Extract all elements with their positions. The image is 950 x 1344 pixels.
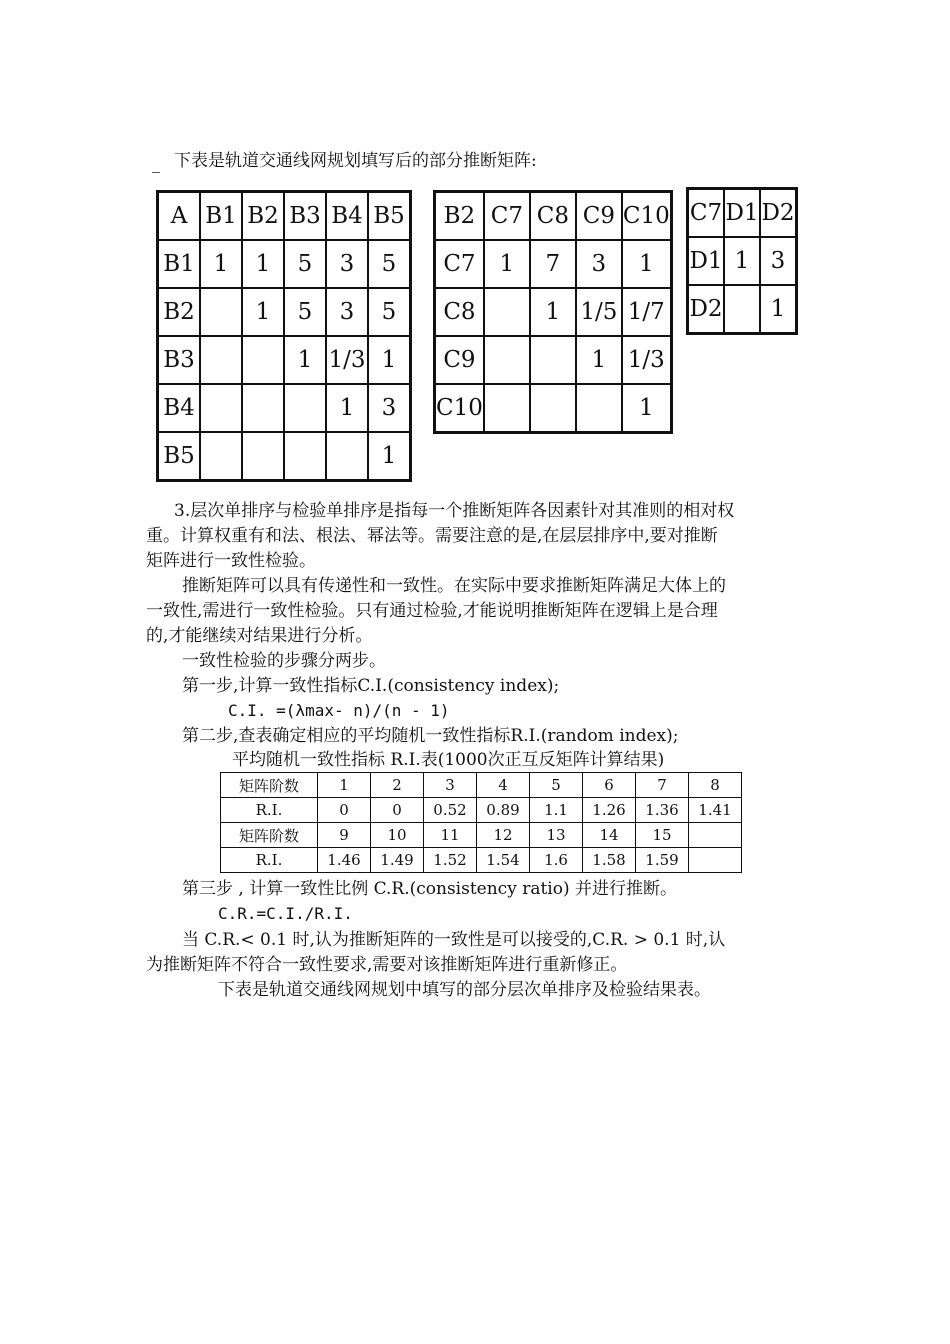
step3-text: 第三步 , 计算一致性比例 C.R.(consistency ratio) 并进行推断。: [182, 879, 678, 899]
matrix-cell: [242, 336, 284, 384]
matrix-cell: 1: [530, 288, 576, 336]
ri-table-cell: 1.54: [477, 848, 530, 873]
matrix-cell: 1: [368, 336, 411, 384]
matrix-cell: [242, 432, 284, 481]
matrix-cell: C9: [435, 336, 484, 384]
matrix-cell: 1/5: [576, 288, 622, 336]
cr-formula: C.R.=C.I./R.I.: [218, 904, 353, 923]
matrix-cell: [484, 384, 530, 433]
matrix-cell: B3: [158, 336, 201, 384]
matrix-cell: 1: [622, 240, 671, 288]
matrix-row: [435, 336, 672, 384]
matrix-cell: [200, 288, 242, 336]
para2-line1: 推断矩阵可以具有传递性和一致性。在实际中要求推断矩阵满足大体上的: [182, 576, 726, 596]
matrix-cell: 1: [484, 240, 530, 288]
matrix-cell: 1: [760, 285, 797, 334]
matrix-cell: 5: [368, 288, 411, 336]
matrix-cell: [530, 384, 576, 433]
matrix-cell: C7: [484, 192, 530, 241]
intro-text: 下表是轨道交通线网规划填写后的部分推断矩阵:: [174, 151, 537, 171]
ri-table-caption: 平均随机一致性指标 R.I.表(1000次正互反矩阵计算结果): [232, 750, 665, 770]
matrix-row: [435, 384, 672, 433]
ri-table-cell: [689, 823, 742, 848]
ri-table-cell: 1.58: [583, 848, 636, 873]
ri-table-cell: 12: [477, 823, 530, 848]
matrix-cell: 7: [530, 240, 576, 288]
ri-table-cell: 1.36: [636, 798, 689, 823]
para1-line1: 3.层次单排序与检验单排序是指每一个推断矩阵各因素针对其准则的相对权: [174, 501, 735, 521]
matrix-row: [688, 189, 797, 238]
matrix-cell: B2: [435, 192, 484, 241]
matrix-cell: D1: [724, 189, 760, 238]
ri-table-cell: 1.41: [689, 798, 742, 823]
steps-intro: 一致性检验的步骤分两步。: [182, 651, 386, 671]
para3-line1: 当 C.R.< 0.1 时,认为推断矩阵的一致性是可以接受的,C.R. > 0.1 时,认: [182, 930, 726, 950]
ri-table-cell: 4: [477, 773, 530, 798]
matrix-cell: C10: [622, 192, 671, 241]
matrix-cell: B2: [242, 192, 284, 241]
matrix-row: [158, 240, 411, 288]
matrix-cell: 5: [284, 288, 326, 336]
matrix-cell: 1: [326, 384, 368, 432]
ri-table-cell: 1.46: [318, 848, 371, 873]
matrix-cell: C8: [435, 288, 484, 336]
matrix-cell: 3: [760, 237, 797, 285]
para2-line2: 一致性,需进行一致性检验。只有通过检验,才能说明推断矩阵在逻辑上是合理: [146, 601, 718, 621]
para1-line2: 重。计算权重有和法、根法、幂法等。需要注意的是,在层层排序中,要对推断: [146, 526, 718, 546]
matrix-cell: 1: [284, 336, 326, 384]
ri-table-cell: 3: [424, 773, 477, 798]
matrix-cell: [242, 384, 284, 432]
matrix-cell: 3: [368, 384, 411, 432]
matrix-cell: [200, 432, 242, 481]
matrix-cell: 1: [576, 336, 622, 384]
ri-table-cell: 0.52: [424, 798, 477, 823]
matrix-cell: B1: [158, 240, 201, 288]
ri-table-cell: 0.89: [477, 798, 530, 823]
matrix-cell: [576, 384, 622, 433]
matrix-cell: D2: [760, 189, 797, 238]
ri-table-cell: 8: [689, 773, 742, 798]
ri-table-cell: 10: [371, 823, 424, 848]
matrix-cell: 1: [622, 384, 671, 433]
ri-table-cell: 7: [636, 773, 689, 798]
matrix-cell: [326, 432, 368, 481]
matrix-cell: 1/3: [326, 336, 368, 384]
matrix-cell: C10: [435, 384, 484, 433]
matrix-row: [435, 288, 672, 336]
matrix-cell: [200, 336, 242, 384]
ci-formula: C.I. =(λmax- n)/(n - 1): [228, 701, 450, 720]
matrix-cell: C7: [435, 240, 484, 288]
matrix-cell: 5: [368, 240, 411, 288]
ri-table-row: [221, 798, 742, 823]
matrix-cell: [484, 288, 530, 336]
ri-table-cell: 5: [530, 773, 583, 798]
ri-table-cell: 0: [371, 798, 424, 823]
margin-mark: [152, 172, 160, 173]
matrix-cell: [284, 384, 326, 432]
ri-table-cell: [689, 848, 742, 873]
matrix-cell: 3: [326, 240, 368, 288]
para3-line2: 为推断矩阵不符合一致性要求,需要对该推断矩阵进行重新修正。: [146, 955, 628, 975]
matrix-row: [435, 192, 672, 241]
matrix-cell: 1: [200, 240, 242, 288]
matrix-cell: 1/7: [622, 288, 671, 336]
ri-table-cell: 9: [318, 823, 371, 848]
matrix-cell: B1: [200, 192, 242, 241]
ri-table-cell: 1.6: [530, 848, 583, 873]
ri-table-cell: 13: [530, 823, 583, 848]
ri-table-cell: 11: [424, 823, 477, 848]
ri-table-cell: 1.49: [371, 848, 424, 873]
matrix-cell: 5: [284, 240, 326, 288]
matrix-cell: 1: [242, 240, 284, 288]
matrix-cell: [484, 336, 530, 384]
para1-line3: 矩阵进行一致性检验。: [146, 551, 316, 571]
ri-table-cell: 0: [318, 798, 371, 823]
ri-table-cell: 1.1: [530, 798, 583, 823]
ri-table-row: [221, 848, 742, 873]
matrix-cell: 1: [368, 432, 411, 481]
judgment-matrix-b2: [433, 190, 673, 434]
ri-table-cell: R.I.: [221, 848, 318, 873]
ri-table-cell: 矩阵阶数: [221, 773, 318, 798]
outro-text: 下表是轨道交通线网规划中填写的部分层次单排序及检验结果表。: [218, 980, 711, 1000]
matrix-cell: [284, 432, 326, 481]
ri-table-cell: 6: [583, 773, 636, 798]
matrix-cell: 3: [576, 240, 622, 288]
ri-table-cell: R.I.: [221, 798, 318, 823]
matrix-cell: B5: [368, 192, 411, 241]
matrix-cell: B5: [158, 432, 201, 481]
ri-table: [220, 772, 742, 873]
matrix-row: [158, 288, 411, 336]
matrix-cell: B4: [158, 384, 201, 432]
ri-table-cell: 1: [318, 773, 371, 798]
matrix-row: [158, 432, 411, 481]
matrix-cell: D1: [688, 237, 725, 285]
matrix-cell: [530, 336, 576, 384]
matrix-cell: [724, 285, 760, 334]
ri-table-cell: 15: [636, 823, 689, 848]
matrix-cell: C7: [688, 189, 725, 238]
step1-text: 第一步,计算一致性指标C.I.(consistency index);: [182, 676, 560, 696]
matrix-cell: [200, 384, 242, 432]
matrix-row: [158, 384, 411, 432]
judgment-matrix-a: [156, 190, 412, 482]
matrix-row: [435, 240, 672, 288]
ri-table-cell: 14: [583, 823, 636, 848]
matrix-cell: B3: [284, 192, 326, 241]
matrix-cell: 1: [242, 288, 284, 336]
matrix-cell: 3: [326, 288, 368, 336]
ri-table-cell: 1.26: [583, 798, 636, 823]
matrix-cell: 1: [724, 237, 760, 285]
ri-table-row: [221, 773, 742, 798]
matrix-cell: B4: [326, 192, 368, 241]
ri-table-cell: 2: [371, 773, 424, 798]
matrix-cell: A: [158, 192, 201, 241]
matrix-row: [688, 285, 797, 334]
ri-table-row: [221, 823, 742, 848]
step2-text: 第二步,查表确定相应的平均随机一致性指标R.I.(random index);: [182, 726, 679, 746]
para2-line3: 的,才能继续对结果进行分析。: [146, 626, 373, 646]
matrix-cell: C9: [576, 192, 622, 241]
matrix-row: [158, 336, 411, 384]
matrix-row: [688, 237, 797, 285]
judgment-matrix-c7: [686, 187, 798, 335]
ri-table-cell: 矩阵阶数: [221, 823, 318, 848]
matrix-cell: B2: [158, 288, 201, 336]
matrix-cell: C8: [530, 192, 576, 241]
ri-table-cell: 1.52: [424, 848, 477, 873]
matrix-cell: 1/3: [622, 336, 671, 384]
matrix-cell: D2: [688, 285, 725, 334]
matrix-row: [158, 192, 411, 241]
ri-table-cell: 1.59: [636, 848, 689, 873]
